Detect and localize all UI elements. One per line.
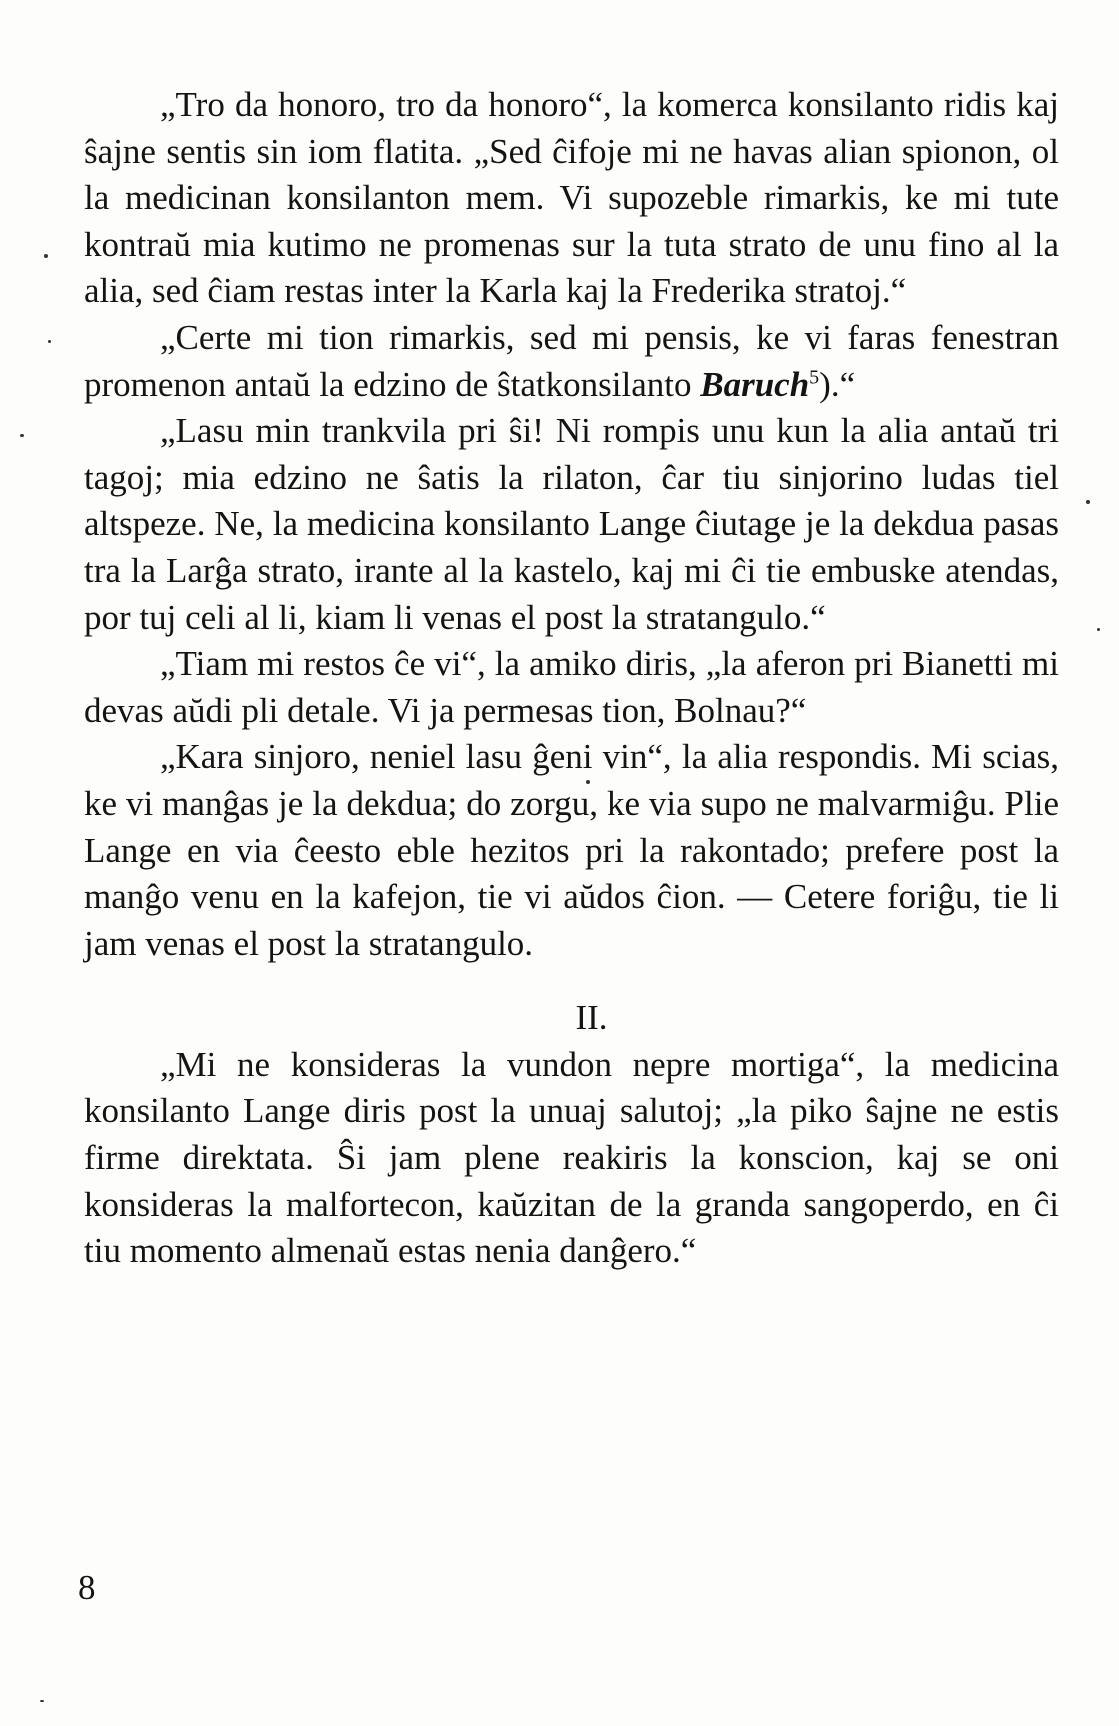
paragraph-6: „Mi ne konsideras la vundon nepre mortiga“, la medicina konsilanto Lange diris post la unuaj salutoj; „la piko ŝajne ne estis firme direktata. Ŝi jam plene reakiris la konscion, kaj se oni konsideras la malfortecon, kaŭzitan de la granda sangoperdo, en ĉi tiu momento almenaŭ estas nenia danĝero.“ <box>84 1044 1059 1271</box>
scan-speck <box>1097 628 1100 631</box>
paragraph-2 <box>84 315 1059 408</box>
paragraph-2-end: ).“ <box>819 364 856 404</box>
footnote-marker: 5 <box>809 365 820 388</box>
paragraph-2-text: „Certe mi tion rimarkis, sed mi pensis, ke vi faras fenestran promenon antaŭ la edzino de ŝtatkonsilanto <box>84 317 1059 404</box>
scan-speck <box>40 1700 44 1702</box>
scan-speck <box>1086 500 1090 504</box>
paragraph-5: „Kara sinjoro, neniel lasu ĝeni vin“, la alia respondis. Mi scias, ke vi manĝas je la dekdua; do zorgu, ke via supo ne malvarmiĝu. Plie Lange en via ĉeesto eble hezitos pri la rakontado; prefere post la manĝo venu en la kafejon, tie vi aŭdos ĉion. — Cetere foriĝu, tie li jam venas el post la stratangulo. <box>84 737 1059 963</box>
scan-speck <box>48 340 51 343</box>
paragraph-3: „Lasu min trankvila pri ŝi! Ni rompis unu kun la alia antaŭ tri tagoj; mia edzino ne ŝatis la rilaton, ĉar tiu sinjorino ludas tiel altspeze. Ne, la medicina konsilanto Lange ĉiutage je la dekdua pasas tra la Larĝa strato, irante al la kastelo, kaj mi ĉi tie embuske atendas, por tuj celi al li, kiam li venas el post la stratangulo.“ <box>84 411 1059 637</box>
paragraph-4: „Tiam mi restos ĉe vi“, la amiko diris, „la aferon pri Bianetti mi devas aŭdi pli detale. Vi ja permesas tion, Bolnau?“ <box>84 644 1059 730</box>
scan-speck <box>44 254 48 258</box>
body-text <box>84 82 1059 1275</box>
section-heading: II. <box>575 998 608 1038</box>
scan-speck <box>586 780 590 784</box>
scan-speck <box>20 434 24 437</box>
page-number: 8 <box>78 1568 96 1607</box>
paragraph-1: „Tro da honoro, tro da honoro“, la komerca konsilanto ridis kaj ŝajne sentis sin iom flatita. „Sed ĉifoje mi ne havas alian spionon, ol la medicinan konsilanton mem. Vi supozeble rimarkis, ke mi tute kontraŭ mia kutimo ne promenas sur la tuta strato de unu fino al la alia, sed ĉiam restas inter la Karla kaj la Frederika stratoj.“ <box>84 85 1059 311</box>
name-baruch: Baruch <box>700 364 810 404</box>
